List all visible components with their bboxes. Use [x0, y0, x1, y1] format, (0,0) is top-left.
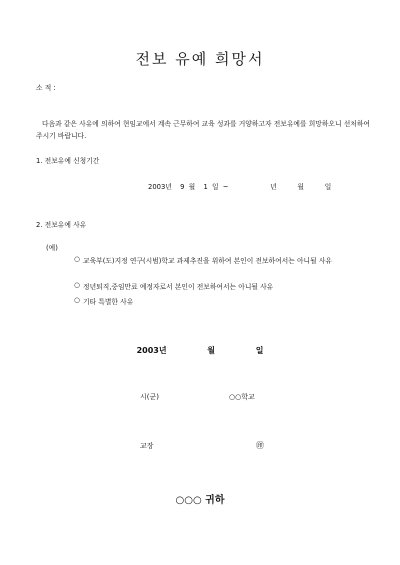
application-period: 2003년 9 월 1 일 ~ 년 월 일 — [148, 183, 332, 191]
bullet-icon: ○ — [74, 296, 80, 304]
signature-date: 2003년 월 일 — [136, 346, 264, 355]
reason-item — [74, 255, 383, 267]
school-label: ○○학교 — [229, 393, 255, 401]
section1-heading: 1. 전보유예 신청기간 — [36, 157, 100, 165]
bullet-icon: ○ — [74, 281, 80, 289]
reason-text: 정년퇴직,중임만료 예정자로서 본인이 전보하여서는 아니될 사유 — [83, 283, 274, 291]
principal-label: 교장 — [140, 442, 154, 450]
reason-item — [74, 296, 383, 308]
seal-icon: ㊞ — [256, 441, 264, 450]
reason-text: 교육부(도)지정 연구(시범)학교 과제추진을 위하여 본인이 전보하여서는 아니될 사유 — [83, 257, 332, 265]
intro-text: 다음과 같은 사유에 의하여 현임교에서 계속 근무하여 교육 성과를 거양하고자 전보유예를 희망하오니 선처하여 주시기 바랍니다. — [36, 120, 370, 140]
recipient: ○○○ 귀하 — [175, 495, 225, 506]
city-label: 시(군) — [140, 393, 159, 401]
intro-paragraph — [36, 118, 376, 142]
document-title: 전보 유예 희망서 — [135, 50, 265, 68]
bullet-icon: ○ — [74, 255, 80, 263]
affiliation-label: 소 적 : — [36, 84, 56, 92]
example-label: (예) — [46, 244, 58, 252]
reason-text: 기타 특별한 사유 — [83, 298, 134, 306]
reason-item — [74, 281, 383, 293]
section2-heading: 2. 전보유예 사유 — [36, 221, 87, 229]
